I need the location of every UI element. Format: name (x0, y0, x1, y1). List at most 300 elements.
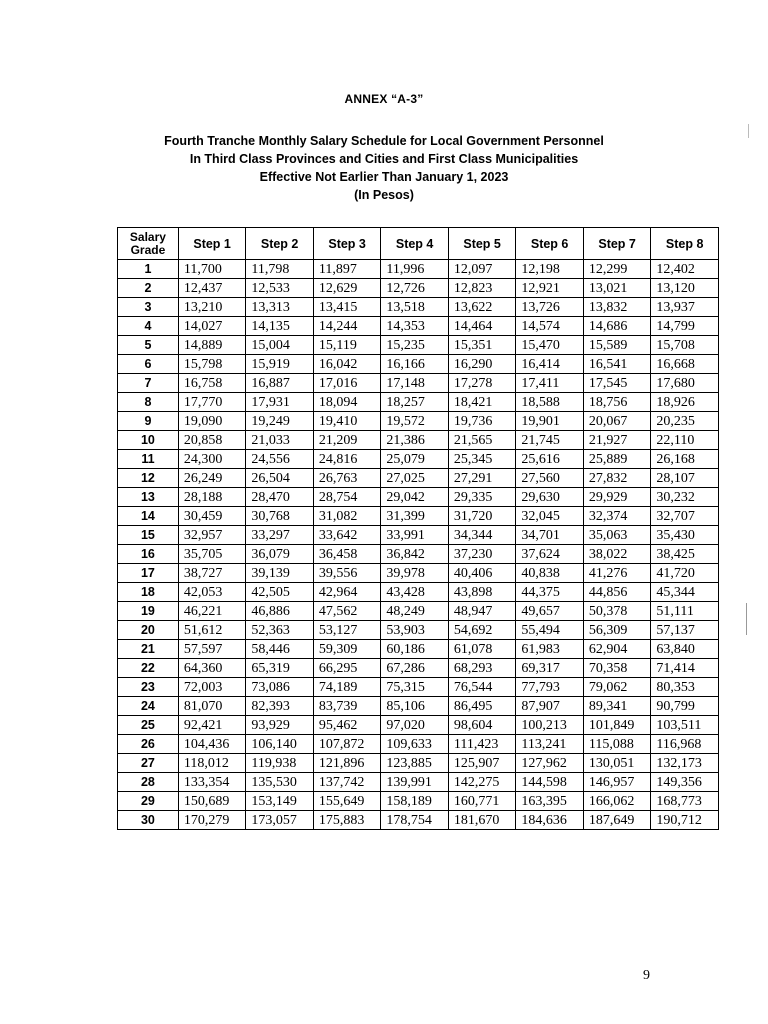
salary-value-cell: 25,079 (381, 450, 449, 469)
salary-value-cell: 160,771 (448, 792, 516, 811)
salary-value-cell: 175,883 (313, 811, 381, 830)
salary-value-cell: 65,319 (246, 659, 314, 678)
salary-grade-cell: 24 (118, 697, 179, 716)
salary-value-cell: 87,907 (516, 697, 584, 716)
salary-value-cell: 18,588 (516, 393, 584, 412)
salary-value-cell: 39,139 (246, 564, 314, 583)
salary-value-cell: 100,213 (516, 716, 584, 735)
salary-value-cell: 39,978 (381, 564, 449, 583)
salary-value-cell: 21,745 (516, 431, 584, 450)
column-header-step-6: Step 6 (516, 228, 584, 260)
salary-value-cell: 70,358 (583, 659, 651, 678)
salary-value-cell: 34,701 (516, 526, 584, 545)
salary-value-cell: 58,446 (246, 640, 314, 659)
table-row (118, 640, 719, 659)
salary-value-cell: 12,823 (448, 279, 516, 298)
salary-value-cell: 103,511 (651, 716, 719, 735)
salary-value-cell: 16,166 (381, 355, 449, 374)
salary-value-cell: 41,276 (583, 564, 651, 583)
salary-value-cell: 93,929 (246, 716, 314, 735)
salary-value-cell: 21,386 (381, 431, 449, 450)
salary-value-cell: 56,309 (583, 621, 651, 640)
salary-value-cell: 13,313 (246, 298, 314, 317)
salary-value-cell: 46,221 (178, 602, 246, 621)
salary-value-cell: 11,798 (246, 260, 314, 279)
table-row (118, 811, 719, 830)
salary-value-cell: 149,356 (651, 773, 719, 792)
salary-grade-cell: 18 (118, 583, 179, 602)
column-header-step-2: Step 2 (246, 228, 314, 260)
salary-value-cell: 14,027 (178, 317, 246, 336)
salary-value-cell: 14,135 (246, 317, 314, 336)
salary-value-cell: 26,504 (246, 469, 314, 488)
salary-value-cell: 142,275 (448, 773, 516, 792)
title-line-1: Fourth Tranche Monthly Salary Schedule for Local Government Personnel (164, 134, 604, 148)
salary-value-cell: 12,726 (381, 279, 449, 298)
salary-value-cell: 13,518 (381, 298, 449, 317)
salary-value-cell: 19,249 (246, 412, 314, 431)
salary-value-cell: 13,937 (651, 298, 719, 317)
salary-value-cell: 69,317 (516, 659, 584, 678)
salary-value-cell: 51,111 (651, 602, 719, 621)
salary-value-cell: 83,739 (313, 697, 381, 716)
salary-value-cell: 41,720 (651, 564, 719, 583)
salary-value-cell: 33,297 (246, 526, 314, 545)
salary-value-cell: 190,712 (651, 811, 719, 830)
title-line-2: In Third Class Provinces and Cities and First Class Municipalities (189, 152, 579, 166)
table-row (118, 469, 719, 488)
salary-value-cell: 36,842 (381, 545, 449, 564)
salary-grade-cell: 21 (118, 640, 179, 659)
salary-grade-cell: 8 (118, 393, 179, 412)
salary-value-cell: 15,235 (381, 336, 449, 355)
salary-grade-cell: 9 (118, 412, 179, 431)
salary-value-cell: 38,425 (651, 545, 719, 564)
salary-value-cell: 29,630 (516, 488, 584, 507)
salary-grade-cell: 29 (118, 792, 179, 811)
table-row (118, 602, 719, 621)
salary-value-cell: 24,816 (313, 450, 381, 469)
salary-value-cell: 132,173 (651, 754, 719, 773)
salary-value-cell: 55,494 (516, 621, 584, 640)
salary-value-cell: 153,149 (246, 792, 314, 811)
salary-value-cell: 82,393 (246, 697, 314, 716)
table-row (118, 507, 719, 526)
salary-grade-cell: 11 (118, 450, 179, 469)
salary-value-cell: 107,872 (313, 735, 381, 754)
salary-value-cell: 121,896 (313, 754, 381, 773)
salary-value-cell: 12,629 (313, 279, 381, 298)
salary-value-cell: 187,649 (583, 811, 651, 830)
table-header-row (118, 228, 719, 260)
table-row (118, 298, 719, 317)
column-header-step-3: Step 3 (313, 228, 381, 260)
salary-value-cell: 17,931 (246, 393, 314, 412)
salary-value-cell: 125,907 (448, 754, 516, 773)
salary-value-cell: 95,462 (313, 716, 381, 735)
salary-value-cell: 14,353 (381, 317, 449, 336)
table-row (118, 678, 719, 697)
column-header-salary-grade (118, 228, 179, 260)
salary-value-cell: 18,094 (313, 393, 381, 412)
salary-value-cell: 135,530 (246, 773, 314, 792)
table-row (118, 564, 719, 583)
table-row (118, 450, 719, 469)
salary-value-cell: 42,505 (246, 583, 314, 602)
salary-grade-cell: 12 (118, 469, 179, 488)
salary-grade-cell: 22 (118, 659, 179, 678)
salary-value-cell: 21,565 (448, 431, 516, 450)
salary-value-cell: 22,110 (651, 431, 719, 450)
salary-value-cell: 13,832 (583, 298, 651, 317)
salary-value-cell: 11,700 (178, 260, 246, 279)
salary-value-cell: 86,495 (448, 697, 516, 716)
salary-value-cell: 17,680 (651, 374, 719, 393)
table-row (118, 583, 719, 602)
salary-value-cell: 19,090 (178, 412, 246, 431)
salary-value-cell: 16,758 (178, 374, 246, 393)
salary-grade-cell: 16 (118, 545, 179, 564)
salary-value-cell: 85,106 (381, 697, 449, 716)
salary-schedule-table (117, 227, 719, 830)
salary-value-cell: 15,470 (516, 336, 584, 355)
salary-value-cell: 32,957 (178, 526, 246, 545)
salary-value-cell: 34,344 (448, 526, 516, 545)
table-row (118, 754, 719, 773)
table-row (118, 773, 719, 792)
salary-value-cell: 24,556 (246, 450, 314, 469)
salary-value-cell: 15,798 (178, 355, 246, 374)
salary-value-cell: 20,235 (651, 412, 719, 431)
salary-value-cell: 29,335 (448, 488, 516, 507)
salary-value-cell: 75,315 (381, 678, 449, 697)
salary-value-cell: 40,838 (516, 564, 584, 583)
table-row (118, 526, 719, 545)
salary-value-cell: 33,642 (313, 526, 381, 545)
salary-value-cell: 21,927 (583, 431, 651, 450)
scan-artifact (746, 603, 747, 635)
salary-value-cell: 50,378 (583, 602, 651, 621)
salary-value-cell: 115,088 (583, 735, 651, 754)
salary-grade-cell: 15 (118, 526, 179, 545)
salary-grade-cell: 2 (118, 279, 179, 298)
salary-grade-cell: 13 (118, 488, 179, 507)
salary-value-cell: 60,186 (381, 640, 449, 659)
salary-value-cell: 43,898 (448, 583, 516, 602)
salary-value-cell: 35,063 (583, 526, 651, 545)
salary-value-cell: 97,020 (381, 716, 449, 735)
salary-value-cell: 89,341 (583, 697, 651, 716)
salary-value-cell: 29,042 (381, 488, 449, 507)
salary-grade-cell: 14 (118, 507, 179, 526)
salary-grade-cell: 23 (118, 678, 179, 697)
salary-value-cell: 42,053 (178, 583, 246, 602)
salary-value-cell: 18,421 (448, 393, 516, 412)
salary-value-cell: 137,742 (313, 773, 381, 792)
salary-value-cell: 68,293 (448, 659, 516, 678)
table-row (118, 412, 719, 431)
salary-value-cell: 158,189 (381, 792, 449, 811)
salary-value-cell: 17,148 (381, 374, 449, 393)
title-line-4: (In Pesos) (354, 188, 414, 202)
salary-value-cell: 28,754 (313, 488, 381, 507)
salary-value-cell: 14,799 (651, 317, 719, 336)
salary-value-cell: 13,622 (448, 298, 516, 317)
salary-value-cell: 35,430 (651, 526, 719, 545)
salary-value-cell: 101,849 (583, 716, 651, 735)
salary-value-cell: 12,097 (448, 260, 516, 279)
salary-value-cell: 25,889 (583, 450, 651, 469)
salary-value-cell: 57,597 (178, 640, 246, 659)
salary-grade-cell: 6 (118, 355, 179, 374)
annex-label: ANNEX “A-3” (344, 92, 424, 106)
salary-value-cell: 17,411 (516, 374, 584, 393)
salary-value-cell: 48,947 (448, 602, 516, 621)
salary-value-cell: 32,374 (583, 507, 651, 526)
salary-value-cell: 17,016 (313, 374, 381, 393)
salary-value-cell: 73,086 (246, 678, 314, 697)
salary-value-cell: 76,544 (448, 678, 516, 697)
table-row (118, 336, 719, 355)
salary-value-cell: 13,021 (583, 279, 651, 298)
salary-value-cell: 16,414 (516, 355, 584, 374)
salary-value-cell: 12,921 (516, 279, 584, 298)
table-row (118, 659, 719, 678)
salary-value-cell: 80,353 (651, 678, 719, 697)
salary-value-cell: 81,070 (178, 697, 246, 716)
table-row (118, 355, 719, 374)
salary-value-cell: 79,062 (583, 678, 651, 697)
table-row (118, 317, 719, 336)
salary-value-cell: 40,406 (448, 564, 516, 583)
salary-value-cell: 37,230 (448, 545, 516, 564)
salary-value-cell: 19,736 (448, 412, 516, 431)
salary-grade-cell: 1 (118, 260, 179, 279)
salary-value-cell: 30,459 (178, 507, 246, 526)
salary-value-cell: 119,938 (246, 754, 314, 773)
salary-value-cell: 12,437 (178, 279, 246, 298)
salary-value-cell: 11,996 (381, 260, 449, 279)
salary-value-cell: 29,929 (583, 488, 651, 507)
salary-value-cell: 59,309 (313, 640, 381, 659)
salary-value-cell: 15,589 (583, 336, 651, 355)
salary-value-cell: 25,616 (516, 450, 584, 469)
salary-grade-cell: 27 (118, 754, 179, 773)
salary-value-cell: 130,051 (583, 754, 651, 773)
salary-value-cell: 14,686 (583, 317, 651, 336)
table-body (118, 260, 719, 830)
salary-value-cell: 26,168 (651, 450, 719, 469)
table-row (118, 393, 719, 412)
column-header-step-8: Step 8 (651, 228, 719, 260)
salary-value-cell: 15,351 (448, 336, 516, 355)
salary-value-cell: 57,137 (651, 621, 719, 640)
salary-grade-cell: 26 (118, 735, 179, 754)
salary-value-cell: 19,410 (313, 412, 381, 431)
salary-value-cell: 150,689 (178, 792, 246, 811)
salary-value-cell: 19,901 (516, 412, 584, 431)
salary-value-cell: 19,572 (381, 412, 449, 431)
salary-value-cell: 181,670 (448, 811, 516, 830)
salary-value-cell: 170,279 (178, 811, 246, 830)
salary-value-cell: 20,067 (583, 412, 651, 431)
salary-value-cell: 24,300 (178, 450, 246, 469)
table-row (118, 260, 719, 279)
salary-value-cell: 54,692 (448, 621, 516, 640)
salary-value-cell: 109,633 (381, 735, 449, 754)
salary-value-cell: 14,464 (448, 317, 516, 336)
salary-value-cell: 13,120 (651, 279, 719, 298)
salary-value-cell: 67,286 (381, 659, 449, 678)
salary-value-cell: 71,414 (651, 659, 719, 678)
salary-value-cell: 27,560 (516, 469, 584, 488)
salary-value-cell: 16,887 (246, 374, 314, 393)
salary-value-cell: 21,033 (246, 431, 314, 450)
salary-value-cell: 12,533 (246, 279, 314, 298)
salary-value-cell: 13,726 (516, 298, 584, 317)
table-row (118, 431, 719, 450)
salary-value-cell: 28,188 (178, 488, 246, 507)
salary-value-cell: 31,720 (448, 507, 516, 526)
salary-value-cell: 17,770 (178, 393, 246, 412)
salary-value-cell: 13,210 (178, 298, 246, 317)
title-line-3: Effective Not Earlier Than January 1, 2023 (259, 170, 509, 184)
salary-value-cell: 168,773 (651, 792, 719, 811)
salary-value-cell: 166,062 (583, 792, 651, 811)
salary-grade-header-line-2: Grade (130, 242, 166, 257)
salary-value-cell: 12,198 (516, 260, 584, 279)
salary-value-cell: 146,957 (583, 773, 651, 792)
salary-value-cell: 62,904 (583, 640, 651, 659)
salary-value-cell: 16,668 (651, 355, 719, 374)
salary-value-cell: 26,763 (313, 469, 381, 488)
salary-value-cell: 92,421 (178, 716, 246, 735)
salary-value-cell: 20,858 (178, 431, 246, 450)
salary-grade-cell: 17 (118, 564, 179, 583)
salary-value-cell: 104,436 (178, 735, 246, 754)
salary-grade-cell: 5 (118, 336, 179, 355)
salary-value-cell: 14,889 (178, 336, 246, 355)
salary-value-cell: 74,189 (313, 678, 381, 697)
salary-value-cell: 15,919 (246, 355, 314, 374)
salary-value-cell: 17,545 (583, 374, 651, 393)
salary-value-cell: 11,897 (313, 260, 381, 279)
salary-value-cell: 155,649 (313, 792, 381, 811)
salary-value-cell: 106,140 (246, 735, 314, 754)
salary-value-cell: 111,423 (448, 735, 516, 754)
table-row (118, 545, 719, 564)
salary-value-cell: 113,241 (516, 735, 584, 754)
salary-value-cell: 72,003 (178, 678, 246, 697)
salary-value-cell: 77,793 (516, 678, 584, 697)
table-row (118, 621, 719, 640)
salary-value-cell: 37,624 (516, 545, 584, 564)
salary-value-cell: 43,428 (381, 583, 449, 602)
salary-grade-cell: 4 (118, 317, 179, 336)
salary-value-cell: 14,244 (313, 317, 381, 336)
salary-value-cell: 32,045 (516, 507, 584, 526)
salary-value-cell: 144,598 (516, 773, 584, 792)
salary-value-cell: 27,832 (583, 469, 651, 488)
salary-value-cell: 90,799 (651, 697, 719, 716)
salary-value-cell: 38,022 (583, 545, 651, 564)
salary-value-cell: 127,962 (516, 754, 584, 773)
salary-value-cell: 33,991 (381, 526, 449, 545)
salary-value-cell: 13,415 (313, 298, 381, 317)
salary-value-cell: 38,727 (178, 564, 246, 583)
salary-value-cell: 18,257 (381, 393, 449, 412)
salary-value-cell: 27,025 (381, 469, 449, 488)
salary-value-cell: 46,886 (246, 602, 314, 621)
table-row (118, 488, 719, 507)
table-row (118, 279, 719, 298)
salary-value-cell: 39,556 (313, 564, 381, 583)
salary-value-cell: 133,354 (178, 773, 246, 792)
salary-value-cell: 61,983 (516, 640, 584, 659)
salary-value-cell: 47,562 (313, 602, 381, 621)
salary-value-cell: 16,042 (313, 355, 381, 374)
salary-value-cell: 18,756 (583, 393, 651, 412)
salary-value-cell: 16,290 (448, 355, 516, 374)
salary-value-cell: 28,470 (246, 488, 314, 507)
salary-value-cell: 30,232 (651, 488, 719, 507)
table-row (118, 716, 719, 735)
salary-grade-cell: 10 (118, 431, 179, 450)
salary-grade-cell: 25 (118, 716, 179, 735)
salary-value-cell: 15,708 (651, 336, 719, 355)
salary-value-cell: 44,375 (516, 583, 584, 602)
salary-value-cell: 31,399 (381, 507, 449, 526)
salary-value-cell: 48,249 (381, 602, 449, 621)
salary-value-cell: 42,964 (313, 583, 381, 602)
salary-value-cell: 116,968 (651, 735, 719, 754)
salary-value-cell: 64,360 (178, 659, 246, 678)
salary-value-cell: 28,107 (651, 469, 719, 488)
table-row (118, 697, 719, 716)
salary-grade-cell: 28 (118, 773, 179, 792)
column-header-step-1: Step 1 (178, 228, 246, 260)
salary-grade-cell: 7 (118, 374, 179, 393)
salary-value-cell: 25,345 (448, 450, 516, 469)
salary-grade-cell: 20 (118, 621, 179, 640)
salary-value-cell: 52,363 (246, 621, 314, 640)
salary-value-cell: 30,768 (246, 507, 314, 526)
salary-value-cell: 12,299 (583, 260, 651, 279)
salary-grade-cell: 19 (118, 602, 179, 621)
salary-value-cell: 15,119 (313, 336, 381, 355)
salary-value-cell: 17,278 (448, 374, 516, 393)
salary-value-cell: 63,840 (651, 640, 719, 659)
table-row (118, 374, 719, 393)
salary-value-cell: 45,344 (651, 583, 719, 602)
salary-value-cell: 66,295 (313, 659, 381, 678)
salary-value-cell: 16,541 (583, 355, 651, 374)
table-row (118, 735, 719, 754)
salary-value-cell: 53,127 (313, 621, 381, 640)
salary-value-cell: 178,754 (381, 811, 449, 830)
salary-value-cell: 26,249 (178, 469, 246, 488)
salary-value-cell: 51,612 (178, 621, 246, 640)
salary-value-cell: 123,885 (381, 754, 449, 773)
document-header (0, 92, 768, 204)
salary-value-cell: 53,903 (381, 621, 449, 640)
salary-value-cell: 14,574 (516, 317, 584, 336)
salary-value-cell: 31,082 (313, 507, 381, 526)
table-row (118, 792, 719, 811)
salary-value-cell: 61,078 (448, 640, 516, 659)
salary-value-cell: 139,991 (381, 773, 449, 792)
salary-value-cell: 118,012 (178, 754, 246, 773)
